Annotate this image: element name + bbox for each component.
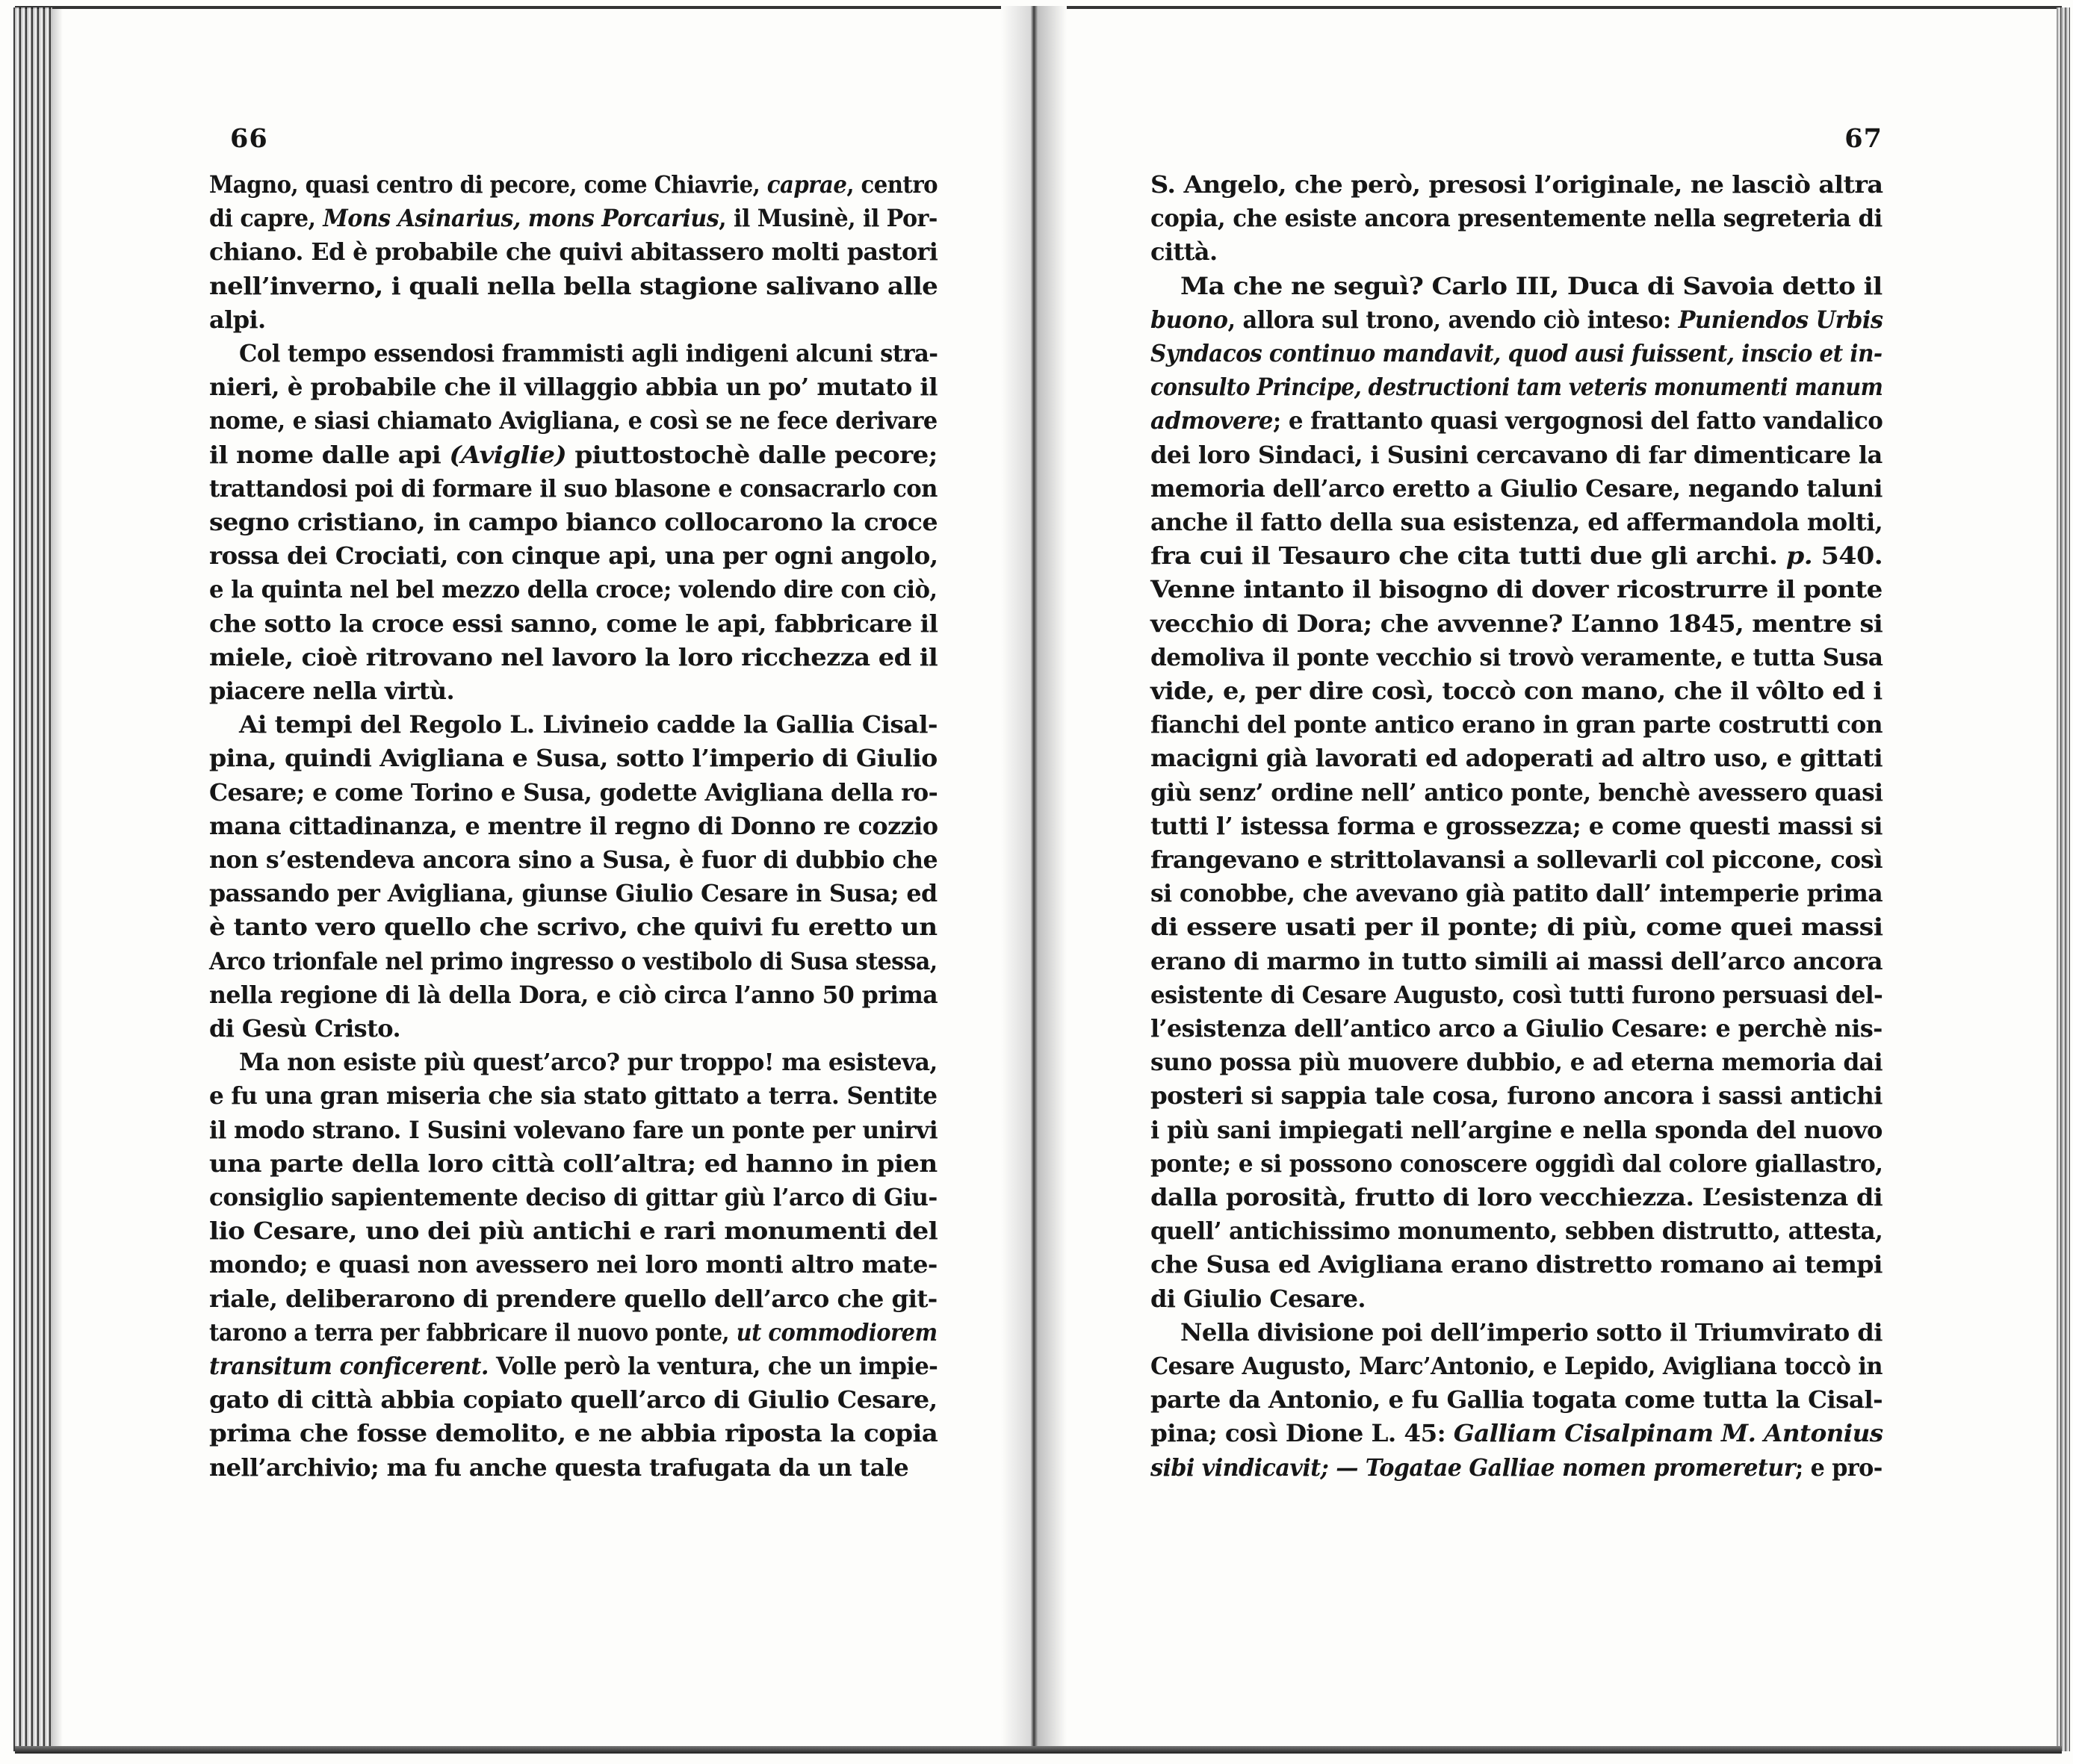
text-line: tarono a terra per fabbricare il nuovo ponte, ut commodiorem	[209, 1317, 938, 1347]
text-line: Nella divisione poi dell’imperio sotto il Triumvirato di	[1180, 1317, 1883, 1347]
text-line: Syndacos continuo mandavit, quod ausi fuissent, inscio et in-	[1150, 339, 1883, 367]
text-line: l’esistenza dell’antico arco a Giulio Cesare: e perchè nis-	[1150, 1014, 1883, 1043]
text-line: memoria dell’arco eretto a Giulio Cesare, negando taluni	[1150, 473, 1883, 503]
text-line: chiano. Ed è probabile che quivi abitassero molti pastori	[209, 237, 938, 267]
text-line: Venne intanto il bisogno di dover ricostrurre il ponte	[1150, 575, 1883, 604]
text-line: esistente di Cesare Augusto, così tutti furono persuasi del-	[1150, 980, 1883, 1009]
text-line: Cesare Augusto, Marc’Antonio, e Lepido, Avigliana toccò in	[1150, 1352, 1883, 1380]
text-line: di Gesù Cristo.	[209, 1014, 400, 1043]
text-line: che sotto la croce essi sanno, come le api, fabbricare il	[209, 609, 938, 638]
text-line: dalla porosità, frutto di loro vecchiezza. L’esistenza di	[1150, 1183, 1883, 1211]
text-line: suno possa più muovere dubbio, e ad eterna memoria dai	[1150, 1048, 1883, 1077]
text-line: giù senz’ ordine nell’ antico ponte, benchè avessero quasi	[1150, 777, 1883, 807]
text-line: trattandosi poi di formare il suo blasone e consacrarlo con	[209, 473, 938, 503]
text-line: miele, cioè ritrovano nel lavoro la loro ricchezza ed il	[209, 642, 938, 671]
text-line: segno cristiano, in campo bianco collocarono la croce	[209, 508, 938, 536]
text-line: dei loro Sindaci, i Susini cercavano di far dimenticare la	[1150, 440, 1883, 469]
text-line: mondo; e quasi non avessero nei loro monti altro mate-	[209, 1250, 938, 1279]
text-line: fra cui il Tesauro che cita tutti due gli archi. p. 540.	[1150, 541, 1883, 571]
text-line: gato di città abbia copiato quell’arco di Giulio Cesare,	[209, 1385, 938, 1414]
text-line: che Susa ed Avigliana erano distretto romano ai tempi	[1150, 1250, 1883, 1279]
text-line: pina, quindi Avigliana e Susa, sotto l’imperio di Giulio	[209, 744, 938, 773]
text-line: vide, e, per dire così, toccò con mano, che il vôlto ed i	[1150, 677, 1883, 705]
text-line: quell’ antichissimo monumento, sebben distrutto, attesta,	[1150, 1217, 1883, 1246]
text-line: Ai tempi del Regolo L. Livineio cadde la Gallia Cisal-	[239, 710, 938, 739]
text-line: di essere usati per il ponte; di più, come quei massi	[1150, 913, 1883, 942]
text-line: nell’archivio; ma fu anche questa trafugata da un tale	[209, 1453, 909, 1482]
text-line: alpi.	[209, 305, 266, 334]
text-line: consulto Principe, destructioni tam veteris monumenti manum	[1150, 373, 1883, 402]
text-line: nella regione di là della Dora, e ciò circa l’anno 50 prima	[209, 980, 938, 1009]
text-line: Magno, quasi centro di pecore, come Chiavrie, caprae, centro	[209, 170, 938, 199]
text-line: rossa dei Crociati, con cinque api, una per ogni angolo,	[209, 541, 938, 571]
text-line: vecchio di Dora; che avvenne? L’anno 1845, mentre si	[1150, 609, 1883, 638]
page-number-left: 66	[230, 123, 268, 154]
text-line: e fu una gran miseria che sia stato gittato a terra. Sentite	[209, 1081, 938, 1111]
text-line: mana cittadinanza, e mentre il regno di Donno re cozzio	[209, 811, 938, 840]
text-line: prima che fosse demolito, e ne abbia riposta la copia	[209, 1419, 938, 1448]
text-line: il nome dalle api (Aviglie) piuttostochè dalle pecore;	[209, 440, 938, 469]
text-line: demoliva il ponte vecchio si trovò veramente, e tutta Susa	[1150, 642, 1883, 671]
text-line: non s’estendeva ancora sino a Susa, è fuor di dubbio che	[209, 845, 938, 874]
text-line: admovere; e frattanto quasi vergognosi del fatto vandalico	[1150, 406, 1883, 435]
page-edges-left	[13, 7, 52, 1751]
text-line: Arco trionfale nel primo ingresso o vestibolo di Susa stessa,	[209, 946, 938, 975]
text-line: città.	[1150, 237, 1218, 267]
text-line: si conobbe, che avevano già patito dall’ intemperie prima	[1150, 879, 1883, 908]
text-line: Cesare; e come Torino e Susa, godette Avigliana della ro-	[209, 777, 938, 807]
text-line: copia, che esiste ancora presentemente nella segreteria di	[1150, 204, 1883, 233]
text-line: sibi vindicavit; — Togatae Galliae nomen promeretur; e pro-	[1150, 1453, 1883, 1482]
text-line: macigni già lavorati ed adoperati ad altro uso, e gittati	[1150, 744, 1883, 773]
text-line: e la quinta nel bel mezzo della croce; volendo dire con ciò,	[209, 575, 938, 604]
scan-border-bottom	[15, 1746, 2062, 1754]
text-line: passando per Avigliana, giunse Giulio Cesare in Susa; ed	[209, 879, 938, 908]
text-line: una parte della loro città coll’altra; ed hanno in pien	[209, 1149, 938, 1178]
text-line: Ma non esiste più quest’arco? pur troppo! ma esisteva,	[239, 1048, 938, 1077]
text-line: nieri, è probabile che il villaggio abbia un po’ mutato il	[209, 373, 938, 402]
text-line: tutti l’ istessa forma e grossezza; e come questi massi si	[1150, 811, 1883, 840]
book-gutter	[1001, 6, 1067, 1754]
text-line: il modo strano. I Susini volevano fare un ponte per unirvi	[209, 1115, 938, 1144]
text-line: nome, e siasi chiamato Avigliana, e così se ne fece derivare	[209, 406, 938, 435]
text-line: Ma che ne seguì? Carlo III, Duca di Savoia detto il	[1180, 271, 1883, 300]
text-line: Col tempo essendosi frammisti agli indigeni alcuni stra-	[239, 339, 938, 367]
text-line: nell’inverno, i quali nella bella stagione salivano alle	[209, 271, 938, 300]
text-line: piacere nella virtù.	[209, 677, 455, 705]
text-line: pina; così Dione L. 45: Galliam Cisalpinam M. Antonius	[1150, 1419, 1883, 1448]
page-number-right: 67	[1844, 123, 1883, 154]
text-line: i più sani impiegati nell’argine e nella sponda del nuovo	[1150, 1115, 1883, 1144]
text-line: parte da Antonio, e fu Gallia togata come tutta la Cisal-	[1150, 1385, 1883, 1414]
text-line: di Giulio Cesare.	[1150, 1284, 1366, 1313]
text-line: anche il fatto della sua esistenza, ed affermandola molti,	[1150, 508, 1883, 536]
text-line: S. Angelo, che però, presosi l’originale, ne lasciò altra	[1150, 170, 1883, 199]
text-line: è tanto vero quello che scrivo, che quivi fu eretto un	[209, 913, 938, 942]
text-line: buono, allora sul trono, avendo ciò inteso: Puniendos Urbis	[1150, 305, 1883, 334]
page-shadow-left	[52, 9, 63, 1749]
text-line: transitum conficerent. Volle però la ventura, che un impie-	[209, 1352, 938, 1380]
text-line: fianchi del ponte antico erano in gran parte costrutti con	[1150, 710, 1883, 739]
text-line: riale, deliberarono di prendere quello dell’arco che git-	[209, 1284, 938, 1313]
text-line: consiglio sapientemente deciso di gittar giù l’arco di Giu-	[209, 1183, 938, 1211]
text-line: lio Cesare, uno dei più antichi e rari monumenti del	[209, 1217, 938, 1246]
text-line: posteri si sappia tale cosa, furono ancora i sassi antichi	[1150, 1081, 1883, 1111]
text-line: erano di marmo in tutto simili ai massi dell’arco ancora	[1150, 946, 1883, 975]
text-line: di capre, Mons Asinarius, mons Porcarius, il Musinè, il Por-	[209, 204, 938, 233]
page-edges-right	[2057, 7, 2070, 1751]
text-line: ponte; e si possono conoscere oggidì dal colore giallastro,	[1150, 1149, 1883, 1178]
text-line: frangevano e strittolavansi a sollevarli col piccone, così	[1150, 845, 1883, 874]
